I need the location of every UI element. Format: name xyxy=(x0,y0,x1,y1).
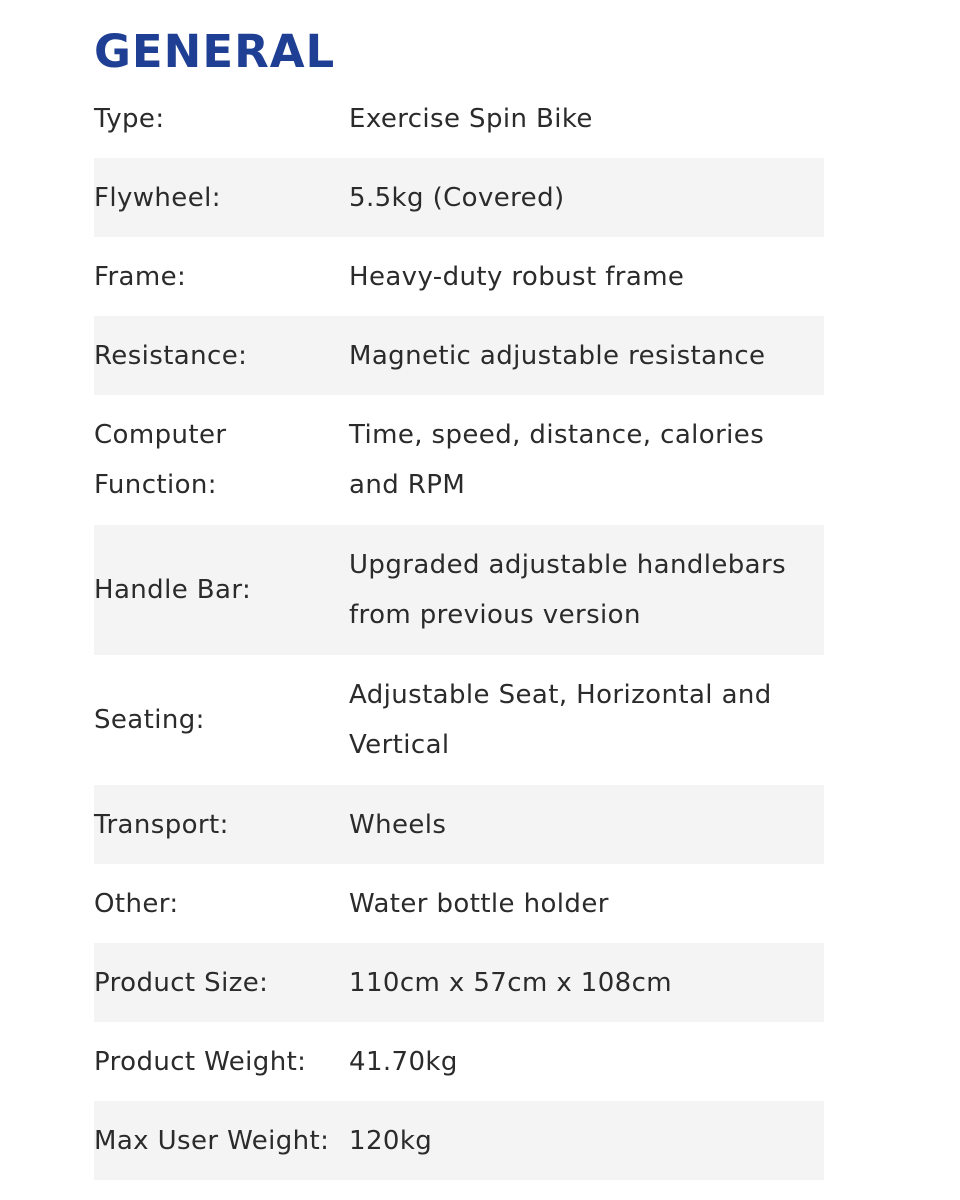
spec-row-other xyxy=(94,864,824,943)
spec-value: Wheels xyxy=(349,809,447,840)
spec-value: 41.70kg xyxy=(349,1046,458,1077)
spec-value: Water bottle holder xyxy=(349,888,609,919)
spec-value: 110cm x 57cm x 108cm xyxy=(349,967,673,998)
spec-label: Max User Weight: xyxy=(94,1125,330,1156)
spec-row-resistance xyxy=(94,316,824,395)
spec-label: Computer Function: xyxy=(94,420,227,500)
spec-label: Product Size: xyxy=(94,967,269,998)
spec-label: Transport: xyxy=(94,809,229,840)
spec-value: Heavy-duty robust frame xyxy=(349,261,685,292)
spec-value: Upgraded adjustable handlebars from previous version xyxy=(349,550,787,630)
spec-value: Adjustable Seat, Horizontal and Vertical xyxy=(349,680,772,760)
spec-row-flywheel xyxy=(94,158,824,237)
spec-table xyxy=(94,79,824,1180)
spec-row-computer-function xyxy=(94,395,824,525)
spec-label: Type: xyxy=(94,103,165,134)
spec-value: Time, speed, distance, calories and RPM xyxy=(349,420,765,500)
spec-label: Other: xyxy=(94,888,179,919)
spec-row-seating xyxy=(94,655,824,785)
spec-label: Handle Bar: xyxy=(94,575,252,605)
spec-row-type xyxy=(94,79,824,158)
spec-row-transport xyxy=(94,785,824,864)
spec-value: Exercise Spin Bike xyxy=(349,103,593,134)
spec-row-product-weight xyxy=(94,1022,824,1101)
spec-label: Frame: xyxy=(94,261,187,292)
spec-label: Flywheel: xyxy=(94,182,221,213)
spec-label: Resistance: xyxy=(94,340,248,371)
spec-label: Product Weight: xyxy=(94,1046,307,1077)
section-title: GENERAL xyxy=(94,25,336,78)
spec-row-handle-bar xyxy=(94,525,824,655)
spec-label: Seating: xyxy=(94,705,205,735)
spec-row-frame xyxy=(94,237,824,316)
spec-value: Magnetic adjustable resistance xyxy=(349,340,766,371)
spec-row-product-size xyxy=(94,943,824,1022)
spec-row-max-user-weight xyxy=(94,1101,824,1180)
spec-value: 120kg xyxy=(349,1125,433,1156)
spec-value: 5.5kg (Covered) xyxy=(349,182,565,213)
